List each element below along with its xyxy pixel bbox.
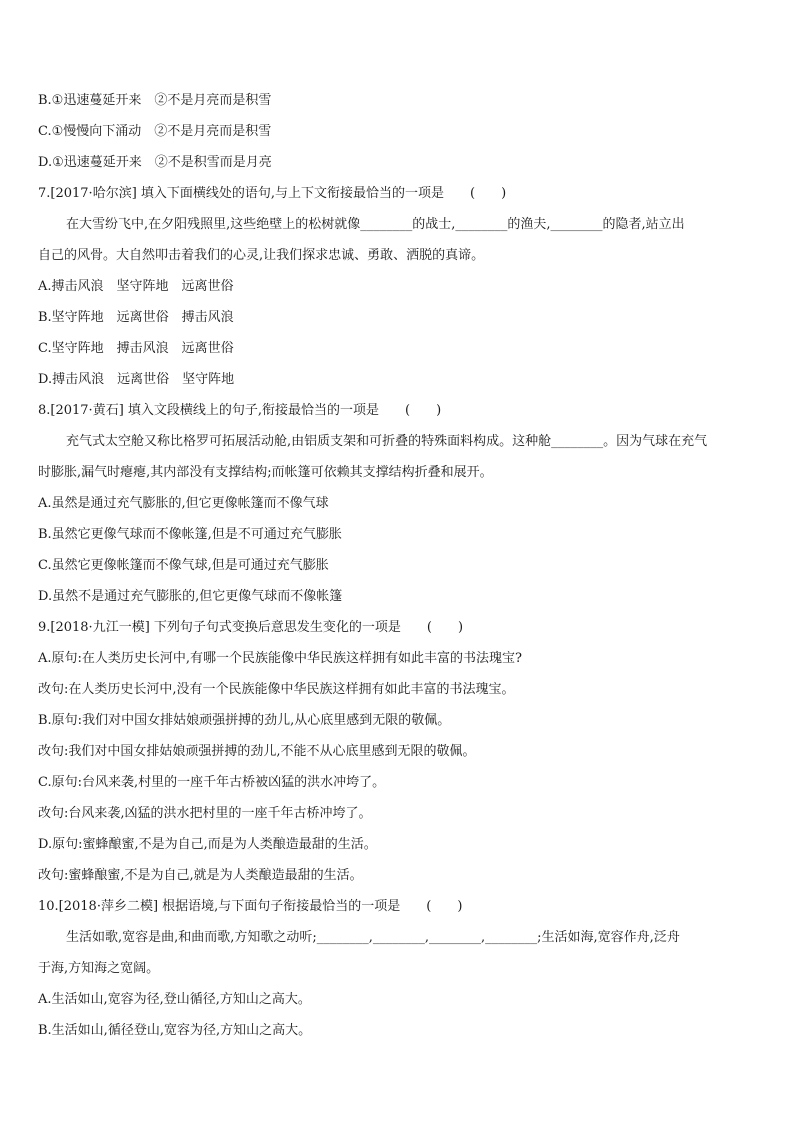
text-line-q10-b: B.生活如山,循径登山,宽容为径,方知山之高大。 — [38, 1023, 312, 1038]
text-line-q8-passage-1: 充气式太空舱又称比格罗可拓展活动舱,由铝质支架和可折叠的特殊面料构成。这种舱________。因为气球在充气 — [66, 434, 708, 449]
text-line-q8-a: A.虽然是通过充气膨胀的,但它更像帐篷而不像气球 — [38, 496, 329, 511]
text-line-q7-stem: 7.[2017·哈尔滨] 填入下面横线处的语句,与上下文衔接最恰当的一项是 ( ) — [38, 186, 507, 201]
text-line-q8-stem: 8.[2017·黄石] 填入文段横线上的句子,衔接最恰当的一项是 ( ) — [38, 403, 442, 418]
text-line-q7-c: C.坚守阵地 搏击风浪 远离世俗 — [38, 341, 234, 356]
text-line-q9-c-new: 改句:台风来袭,凶猛的洪水把村里的一座千年古桥冲垮了。 — [38, 806, 372, 821]
text-line-q10-passage-1: 生活如歌,宽容是曲,和曲而歌,方知歌之动听;________,________,________,________;生活如海,宽容作舟,泛舟 — [66, 930, 680, 945]
text-line-q9-d-new: 改句:蜜蜂酿蜜,不是为自己,就是为人类酿造最甜的生活。 — [38, 868, 363, 883]
text-line-q8-b: B.虽然它更像气球而不像帐篷,但是不可通过充气膨胀 — [38, 527, 342, 542]
text-line-q10-a: A.生活如山,宽容为径,登山循径,方知山之高大。 — [38, 992, 311, 1007]
text-line-q10-passage-2: 于海,方知海之宽阔。 — [38, 961, 160, 976]
text-line-q7-d: D.搏击风浪 远离世俗 坚守阵地 — [38, 372, 235, 387]
text-line-q9-b-new: 改句:我们对中国女排姑娘顽强拼搏的劲儿,不能不从心底里感到无限的敬佩。 — [38, 744, 476, 759]
text-line-q9-b-orig: B.原句:我们对中国女排姑娘顽强拼搏的劲儿,从心底里感到无限的敬佩。 — [38, 713, 451, 728]
text-line-q9-a-orig: A.原句:在人类历史长河中,有哪一个民族能像中华民族这样拥有如此丰富的书法瑰宝? — [38, 651, 523, 666]
text-line-q7-passage-2: 自己的风骨。大自然叩击着我们的心灵,让我们探求忠诚、勇敢、洒脱的真谛。 — [38, 248, 485, 263]
text-line-q9-a-new: 改句:在人类历史长河中,没有一个民族能像中华民族这样拥有如此丰富的书法瑰宝。 — [38, 682, 515, 697]
text-line-q8-passage-2: 时膨胀,漏气时瘪瘪,其内部没有支撑结构;而帐篷可依赖其支撑结构折叠和展开。 — [38, 465, 493, 480]
text-line-q7-b: B.坚守阵地 远离世俗 搏击风浪 — [38, 310, 234, 325]
text-line-q8-c: C.虽然它更像帐篷而不像气球,但是可通过充气膨胀 — [38, 558, 329, 573]
text-line-q9-stem: 9.[2018·九江一模] 下列句子句式变换后意思发生变化的一项是 ( ) — [38, 620, 464, 635]
text-line-q10-stem: 10.[2018·萍乡二模] 根据语境,与下面句子衔接最恰当的一项是 ( ) — [38, 899, 463, 914]
text-line-q8-d: D.虽然不是通过充气膨胀的,但它更像气球而不像帐篷 — [38, 589, 343, 604]
text-line-q6-c: C.①慢慢向下涌动 ②不是月亮而是积雪 — [38, 124, 272, 139]
text-line-q6-d: D.①迅速蔓延开来 ②不是积雪而是月亮 — [38, 155, 272, 170]
text-line-q6-b: B.①迅速蔓延开来 ②不是月亮而是积雪 — [38, 93, 272, 108]
text-line-q9-d-orig: D.原句:蜜蜂酿蜜,不是为自己,而是为人类酿造最甜的生活。 — [38, 837, 377, 852]
text-line-q9-c-orig: C.原句:台风来袭,村里的一座千年古桥被凶猛的洪水冲垮了。 — [38, 775, 386, 790]
text-line-q7-passage-1: 在大雪纷飞中,在夕阳残照里,这些绝壁上的松树就像________的战士,________的渔夫,________的隐者,站立出 — [66, 217, 685, 232]
text-line-q7-a: A.搏击风浪 坚守阵地 远离世俗 — [38, 279, 234, 294]
